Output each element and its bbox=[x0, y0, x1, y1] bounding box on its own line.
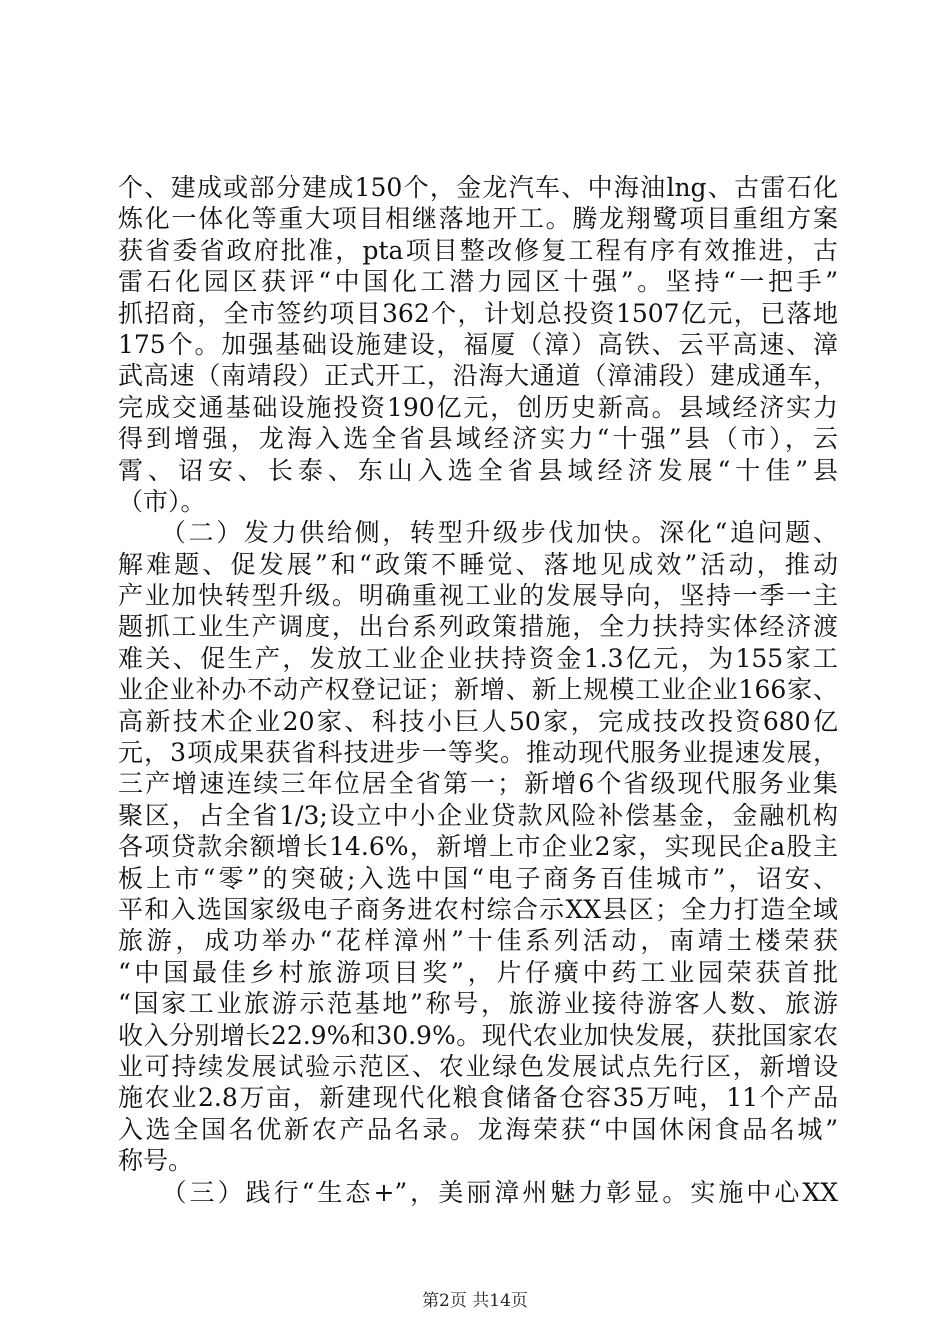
text-line: 难关、促生产，发放工业企业扶持资金1.3亿元，为155家工 bbox=[118, 643, 838, 673]
text-line: 炼化一体化等重大项目相继落地开工。腾龙翔鹭项目重组方案 bbox=[118, 204, 838, 234]
text-line: 聚区，占全省1/3;设立中小企业贷款风险补偿基金，金融机构 bbox=[118, 800, 838, 830]
text-line: 称号。 bbox=[118, 1146, 194, 1176]
text-line: 获省委省政府批准，pta项目整改修复工程有序有效推进，古 bbox=[118, 235, 838, 265]
text-line: 个、建成或部分建成150个，金龙汽车、中海油lng、古雷石化 bbox=[118, 173, 838, 202]
page-footer: 第2页 共14页 bbox=[422, 1291, 528, 1311]
text-line: （市）。 bbox=[118, 486, 206, 516]
text-line: 武高速（南靖段）正式开工，沿海大通道（漳浦段）建成通车， bbox=[118, 361, 838, 391]
text-line: 雷石化园区获评“中国化工潜力园区十强”。坚持“一把手” bbox=[118, 267, 838, 297]
text-line: “国家工业旅游示范基地”称号，旅游业接待游客人数、旅游 bbox=[118, 989, 838, 1019]
text-line: 产业加快转型升级。明确重视工业的发展导向，坚持一季一主 bbox=[118, 581, 838, 611]
text-line: 入选全国名优新农产品名录。龙海荣获“中国休闲食品名城” bbox=[118, 1114, 838, 1144]
text-line: 高新技术企业20家、科技小巨人50家，完成技改投资680亿 bbox=[118, 706, 838, 736]
text-line: 元，3项成果获省科技进步一等奖。推动现代服务业提速发展， bbox=[118, 738, 838, 768]
text-line: （三）践行“生态+”，美丽漳州魅力彰显。实施中心XX bbox=[118, 1177, 838, 1207]
text-line: （二）发力供给侧，转型升级步伐加快。深化“追问题、 bbox=[118, 518, 838, 548]
text-line: 业企业补办不动产权登记证；新增、新上规模工业企业166家、 bbox=[118, 675, 838, 705]
text-line: 旅游，成功举办“花样漳州”十佳系列活动，南靖土楼荣获 bbox=[118, 926, 838, 956]
text-line: 题抓工业生产调度，出台系列政策措施，全力扶持实体经济渡 bbox=[118, 612, 838, 642]
text-line: 完成交通基础设施投资190亿元，创历史新高。县域经济实力 bbox=[118, 392, 838, 422]
text-line: 175个。加强基础设施建设，福厦（漳）高铁、云平高速、漳 bbox=[118, 329, 838, 359]
text-line: 板上市“零”的突破;入选中国“电子商务百佳城市”，诏安、 bbox=[118, 863, 838, 893]
text-line: 各项贷款余额增长14.6%，新增上市企业2家，实现民企a股主 bbox=[118, 832, 838, 862]
body-text bbox=[118, 172, 838, 1208]
text-line: 平和入选国家级电子商务进农村综合示XX县区；全力打造全域 bbox=[118, 894, 838, 924]
text-line: “中国最佳乡村旅游项目奖”，片仔癀中药工业园荣获首批 bbox=[118, 957, 838, 987]
text-line: 解难题、促发展”和“政策不睡觉、落地见成效”活动，推动 bbox=[118, 549, 838, 579]
text-line: 三产增速连续三年位居全省第一；新增6个省级现代服务业集 bbox=[118, 769, 838, 799]
text-line: 得到增强，龙海入选全省县域经济实力“十强”县（市），云 bbox=[118, 424, 838, 454]
text-line: 施农业2.8万亩，新建现代化粮食储备仓容35万吨，11个产品 bbox=[118, 1083, 838, 1113]
text-line: 业可持续发展试验示范区、农业绿色发展试点先行区，新增设 bbox=[118, 1051, 838, 1081]
text-line: 霄、诏安、长泰、东山入选全省县域经济发展“十佳”县 bbox=[118, 455, 838, 485]
text-line: 收入分别增长22.9%和30.9%。现代农业加快发展，获批国家农 bbox=[118, 1020, 838, 1050]
text-line: 抓招商，全市签约项目362个，计划总投资1507亿元，已落地 bbox=[118, 298, 838, 328]
